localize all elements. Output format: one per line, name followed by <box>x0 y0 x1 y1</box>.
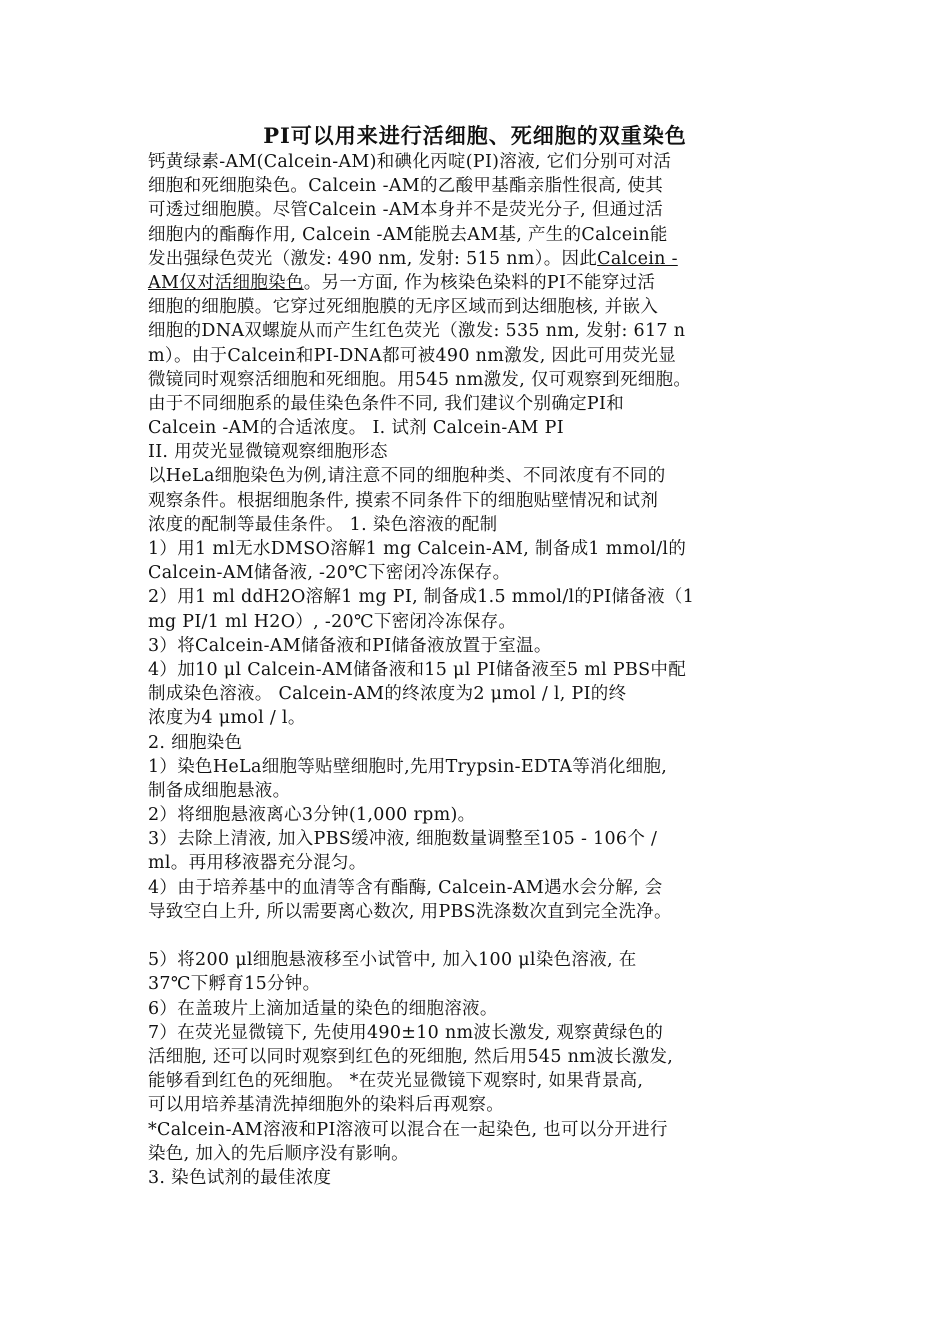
text-span: 。另一方面, 作为核染色染料的PI不能穿过活 <box>303 272 656 293</box>
text-line: II. 用荧光显微镜观察细胞形态 <box>148 442 388 463</box>
document-title: PI可以用来进行活细胞、死细胞的双重染色 <box>263 123 687 148</box>
text-line: 细胞和死细胞染色。Calcein -AM的乙酸甲基酯亲脂性很高, 使其 <box>148 176 664 197</box>
text-line: 浓度为4 μmol / l。 <box>148 708 306 729</box>
text-line: 活细胞, 还可以同时观察到红色的死细胞, 然后用545 nm波长激发, <box>148 1046 674 1067</box>
text-line: 能够看到红色的死细胞。 *在荧光显微镜下观察时, 如果背景高, <box>148 1071 644 1092</box>
text-line: 钙黄绿素-AM(Calcein-AM)和碘化丙啶(PI)溶液, 它们分别可对活 <box>148 152 672 172</box>
text-line: 导致空白上升, 所以需要离心数次, 用PBS洗涤数次直到完全洗净。 <box>148 901 672 922</box>
text-line: 制成染色溶液。 Calcein-AM的终浓度为2 μmol / l, PI的终 <box>148 684 627 705</box>
text-line: 细胞的DNA双螺旋从而产生红色荧光（激发: 535 nm, 发射: 617 n <box>148 321 686 342</box>
text-line: 2）将细胞悬液离心3分钟(1,000 rpm)。 <box>148 805 476 826</box>
text-span: 发出强绿色荧光（激发: 490 nm, 发射: 515 nm）。因此 <box>148 248 598 269</box>
underlined-text: Calcein - <box>597 248 678 269</box>
text-line: 3. 染色试剂的最佳浓度 <box>148 1167 332 1188</box>
document-body <box>148 150 818 1190</box>
text-line: *Calcein-AM溶液和PI溶液可以混合在一起染色, 也可以分开进行 <box>148 1119 668 1140</box>
text-line: 浓度的配制等最佳条件。 1. 染色溶液的配制 <box>148 514 498 535</box>
text-line: ml。再用移液器充分混匀。 <box>148 853 367 874</box>
text-line: 37℃下孵育15分钟。 <box>148 974 321 995</box>
text-line: 2）用1 ml ddH2O溶解1 mg PI, 制备成1.5 mmol/l的PI储备液（1 <box>148 587 695 608</box>
text-line: 3）去除上清液, 加入PBS缓冲液, 细胞数量调整至105 - 106个 / <box>148 829 658 850</box>
text-line: 以HeLa细胞染色为例,请注意不同的细胞种类、不同浓度有不同的 <box>148 466 666 487</box>
text-line: 细胞的细胞膜。它穿过死细胞膜的无序区域而到达细胞核, 并嵌入 <box>148 297 659 318</box>
text-line: 7）在荧光显微镜下, 先使用490±10 nm波长激发, 观察黄绿色的 <box>148 1022 664 1043</box>
text-line: 3）将Calcein-AM储备液和PI储备液放置于室温。 <box>148 635 552 656</box>
text-line: 染色, 加入的先后顺序没有影响。 <box>148 1143 409 1164</box>
text-line: 1）用1 ml无水DMSO溶解1 mg Calcein-AM, 制备成1 mmol/l的 <box>148 539 687 559</box>
text-line: mg PI/1 ml H2O）, -20℃下密闭冷冻保存。 <box>148 611 517 632</box>
blank-line <box>148 924 818 948</box>
text-line: 微镜同时观察活细胞和死细胞。用545 nm激发, 仅可观察到死细胞。 <box>148 369 692 390</box>
text-line: 可以用培养基清洗掉细胞外的染料后再观察。 <box>148 1095 504 1116</box>
text-line: 观察条件。根据细胞条件, 摸索不同条件下的细胞贴壁情况和试剂 <box>148 490 659 511</box>
text-line: 6）在盖玻片上滴加适量的染色的细胞溶液。 <box>148 998 498 1019</box>
text-line <box>148 271 818 295</box>
text-line: 由于不同细胞系的最佳染色条件不同, 我们建议个别确定PI和 <box>148 393 625 414</box>
text-line: m）。由于Calcein和PI-DNA都可被490 nm激发, 因此可用荧光显 <box>148 345 677 366</box>
text-line: 4）由于培养基中的血清等含有酯酶, Calcein-AM遇水会分解, 会 <box>148 877 663 898</box>
text-line: 可透过细胞膜。尽管Calcein -AM本身并不是荧光分子, 但通过活 <box>148 200 664 221</box>
text-line: Calcein -AM的合适浓度。 I. 试剂 Calcein-AM PI <box>148 418 564 439</box>
text-line: 4）加10 μl Calcein-AM储备液和15 μl PI储备液至5 ml PBS中配 <box>148 659 687 680</box>
text-line: 2. 细胞染色 <box>148 732 243 753</box>
text-line: Calcein-AM储备液, -20℃下密闭冷冻保存。 <box>148 563 511 584</box>
text-line <box>148 247 818 271</box>
text-line: 1）染色HeLa细胞等贴壁细胞时,先用Trypsin-EDTA等消化细胞, <box>148 756 668 777</box>
text-line: 5）将200 μl细胞悬液移至小试管中, 加入100 μl染色溶液, 在 <box>148 950 637 971</box>
underlined-text: AM仅对活细胞染色 <box>148 272 304 293</box>
text-line: 制备成细胞悬液。 <box>148 780 291 801</box>
text-line: 细胞内的酯酶作用, Calcein -AM能脱去AM基, 产生的Calcein能 <box>148 224 668 245</box>
